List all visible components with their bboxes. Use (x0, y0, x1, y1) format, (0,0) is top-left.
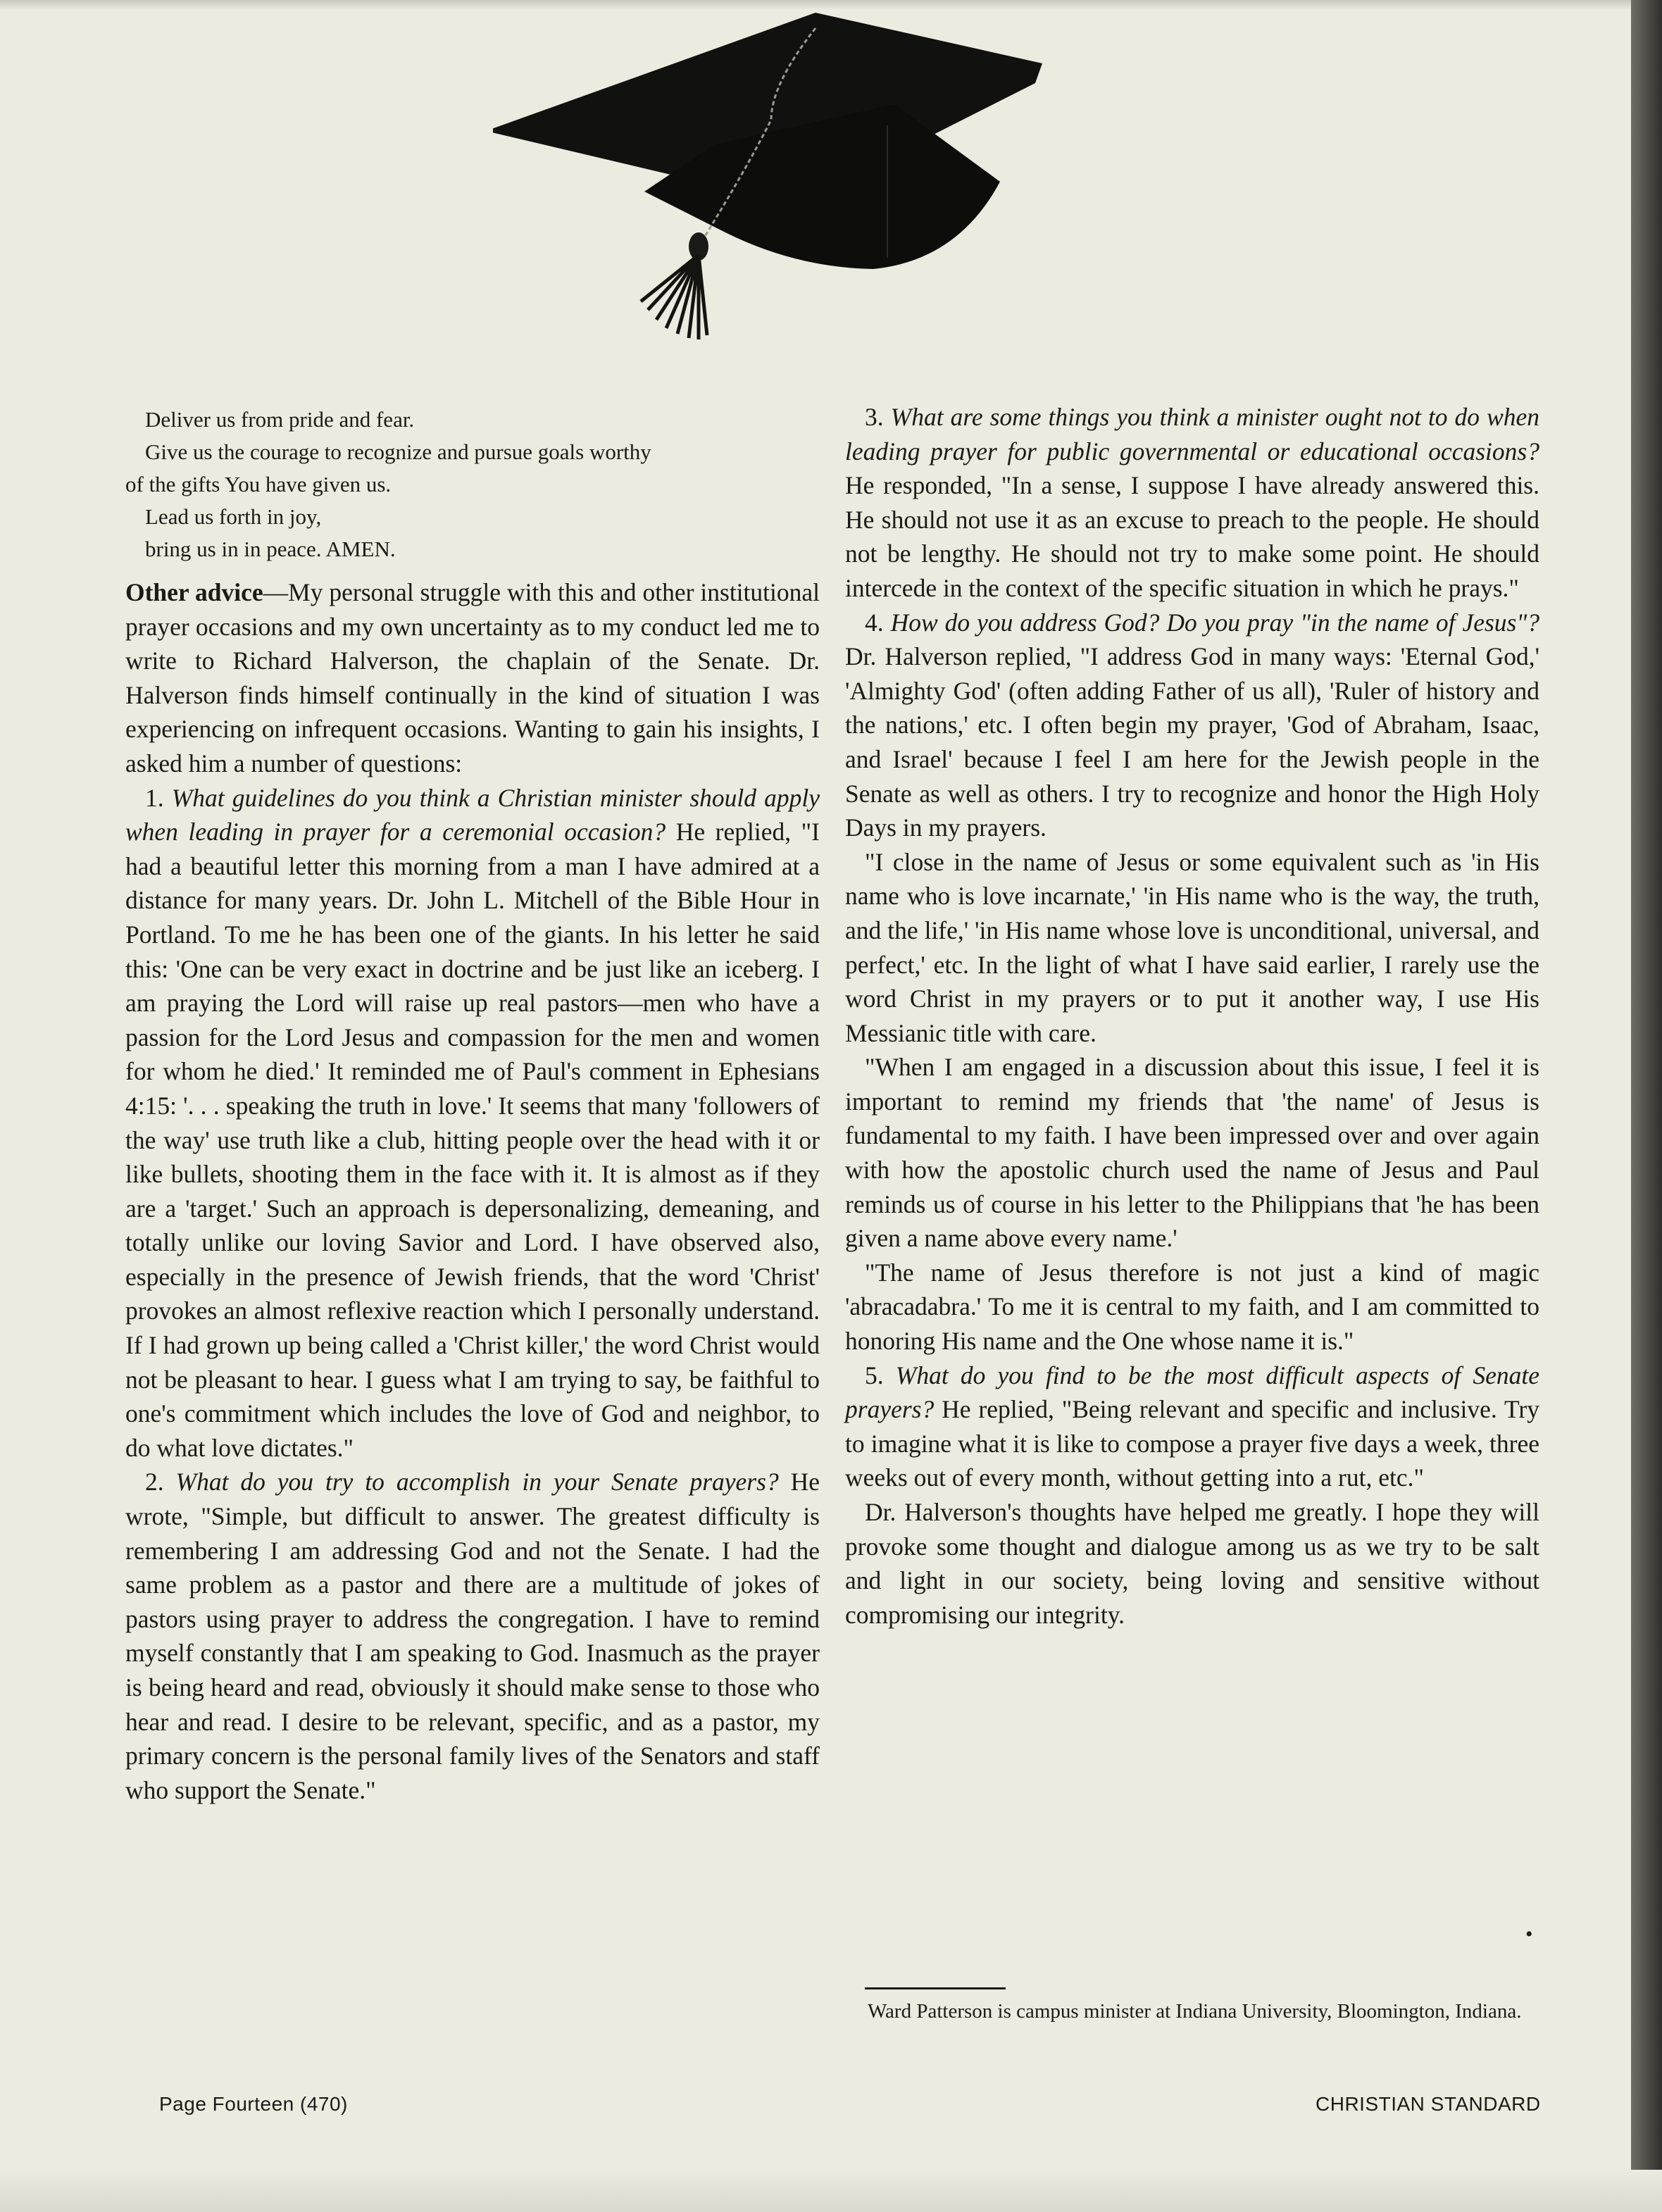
page-number: Page Fourteen (470) (159, 2093, 348, 2115)
question-text: What are some things you think a minister ought not to do when leading prayer for public governmental or educational occasions? (845, 403, 1539, 465)
bio-divider (865, 1987, 1006, 1989)
prayer-line: Give us the courage to recognize and pursue goals worthy (145, 439, 651, 464)
question-2 (125, 1465, 820, 1807)
prayer-line: Deliver us from pride and fear. (145, 407, 415, 432)
answer-text: Dr. Halverson replied, "I address God in many ways: 'Eternal God,' 'Almighty God' (often adding Father of us all), 'Ruler of history and the nations,' etc. I often begin my prayer, 'God of Abraham, Isaac, and Israel' because I feel I am here for the Jewish people in the Senate as well as others. I try to recognize and honor the High Holy Days in my prayers. (845, 642, 1539, 842)
question-number: 5. (865, 1361, 896, 1389)
right-column (845, 400, 1539, 1632)
left-column (125, 404, 820, 1807)
paragraph-engaged: "When I am engaged in a discussion about this issue, I feel it is important to remind my friends that 'the name' of Jesus is fundamental to my faith. I have been impressed over and over again with how the apostolic church used the name of Jesus and Paul reminds us of course in his letter to the Philippians that 'he has been given a name above every name.' (845, 1053, 1539, 1253)
question-4 (845, 606, 1539, 845)
question-number: 1. (145, 783, 172, 812)
question-1 (125, 781, 820, 1466)
prayer-line: Lead us forth in joy, (145, 504, 322, 529)
section-lead: Other advice (125, 578, 263, 606)
prayer-line: bring us in in peace. AMEN. (145, 537, 396, 561)
answer-text: He replied, "I had a beautiful letter this morning from a man I have admired at a distance for many years. Dr. John L. Mitchell of the Bible Hour in Portland. To me he has been one of the giants. In his letter he said this: 'One can be very exact in doctrine and be just like an iceberg. I am praying the Lord will raise up real pastors—men who have a passion for the Lord Jesus and compassion for the men and women for whom he died.' It reminded me of Paul's comment in Ephesians 4:15: '. . . speaking the truth in love.' It seems that many 'followers of the way' use truth like a club, hitting people over the head with it or like bullets, shooting them in the face with it. It is almost as if they are a 'target.' Such an approach is depersonalizing, demeaning, and totally unlike our loving Savior and Lord. I have observed also, especially in the presence of Jewish friends, that the word 'Christ' provokes an almost reflexive reaction which I personally understand. If I had grown up being called a 'Christ killer,' the word Christ would not be pleasant to hear. I guess what I am trying to say, be faithful to one's commitment which includes the love of God and neighbor, to do what love dictates." (125, 818, 820, 1462)
question-text: What guidelines do you think a Christian minister should apply when leading in prayer for a ceremonial occasion? (125, 783, 820, 846)
question-number: 2. (145, 1468, 176, 1496)
paragraph-final: Dr. Halverson's thoughts have helped me greatly. I hope they will provoke some thought and dialogue among us as we try to be salt and light in our society, being loving and sensitive without compromising our integrity. (845, 1498, 1539, 1629)
paragraph-close: "I close in the name of Jesus or some equivalent such as 'in His name who is love incarnate,' 'in His name who is the way, the truth, and the life,' 'in His name whose love is unconditional, universal, and perfect,' etc. In the light of what I have said earlier, I rarely use the word Christ in my prayers or to put it another way, I use His Messianic title with care. (845, 847, 1539, 1047)
question-5 (845, 1358, 1539, 1495)
answer-text: He responded, "In a sense, I suppose I have already answered this. He should not use it as an excuse to preach to the people. He should not be lengthy. He should not try to make some point. He should intercede in the context of the specific situation in which he prays." (845, 471, 1539, 602)
question-number: 4. (865, 608, 891, 637)
magazine-title: CHRISTIAN STANDARD (1316, 2093, 1541, 2115)
answer-text: He replied, "Being relevant and specific and inclusive. Try to imagine what it is like to compose a prayer five days a week, three weeks out of every month, without getting into a rut, etc." (845, 1395, 1539, 1492)
answer-text: He wrote, "Simple, but difficult to answer. The greatest difficulty is remembering I am addressing God and not the Senate. I had the same problem as a pastor and there are a multitude of jokes of pastors using prayer to address the congregation. I have to remind myself constantly that I am speaking to God. Inasmuch as the prayer is being heard and read, obviously it should make sense to those who hear and read. I desire to be relevant, specific, and as a pastor, my primary concern is the personal family lives of the Senators and staff who support the Senate." (125, 1468, 820, 1804)
question-text: What do you find to be the most difficult aspects of Senate prayers? (845, 1361, 1540, 1424)
paragraph-other-advice (125, 575, 820, 781)
paragraph-name: "The name of Jesus therefore is not just a kind of magic 'abracadabra.' To me it is central to my faith, and I am committed to honoring His name and the One whose name it is." (845, 1258, 1539, 1356)
question-number: 3. (865, 403, 891, 431)
question-text: How do you address God? Do you pray "in the name of Jesus"? (890, 608, 1540, 637)
prayer-line: of the gifts You have given us. (125, 472, 392, 496)
prayer (125, 404, 820, 566)
question-text: What do you try to accomplish in your Senate prayers? (175, 1468, 779, 1496)
page-bottom-edge (0, 2170, 1662, 2212)
question-3 (845, 400, 1539, 606)
end-mark: • (1525, 1923, 1533, 1946)
binding-shadow (1631, 0, 1662, 2212)
author-bio: Ward Patterson is campus minister at Indiana University, Bloomington, Indiana. (868, 2000, 1522, 2023)
graduation-cap-icon (493, 7, 1127, 387)
paragraph-text: —My personal struggle with this and other institutional prayer occasions and my own uncertainty as to my conduct led me to write to Richard Halverson, the chaplain of the Senate. Dr. Halverson finds himself continually in the kind of situation I was experiencing on infrequent occasions. Wanting to gain his insights, I asked him a number of questions: (125, 578, 820, 777)
